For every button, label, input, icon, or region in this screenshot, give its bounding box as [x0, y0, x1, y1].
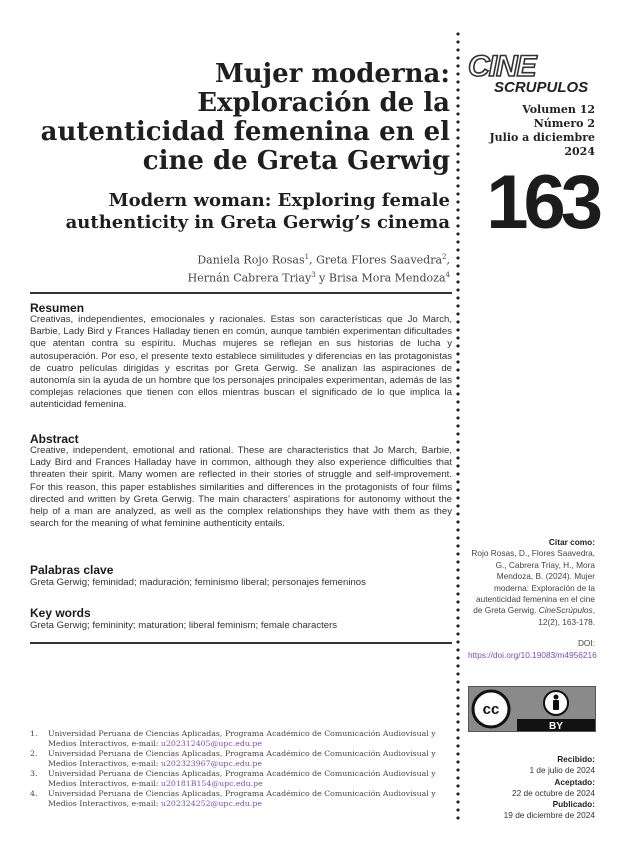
palabras-clave-heading: Palabras clave — [30, 563, 114, 577]
divider-top — [30, 292, 452, 294]
page-number: 163 — [486, 160, 598, 245]
author-affiliation-mark: 4 — [445, 270, 450, 279]
author-conjunction: y — [315, 271, 329, 285]
footnote-number: 1. — [30, 729, 38, 738]
divider-bottom — [30, 642, 452, 644]
footnote-text: Universidad Peruana de Ciencias Aplicadas, Programa Académico de Comunicación Audiovisual y Medios Interactivos, e-mail: — [48, 729, 436, 748]
author-separator: , — [446, 253, 450, 267]
author-name: Daniela Rojo Rosas — [197, 253, 305, 267]
received-label: Recibido: — [557, 754, 595, 764]
author-separator: , — [309, 253, 317, 267]
volume: Volumen 12 — [522, 103, 595, 116]
doi-label: DOI: — [577, 638, 595, 649]
title-line: Mujer moderna: — [214, 59, 450, 89]
issue-period: Julio a diciembre — [489, 131, 595, 144]
footnote-item — [30, 789, 450, 809]
citation-text — [468, 548, 595, 628]
accepted-date: 22 de octubre de 2024 — [511, 787, 595, 798]
palabras-clave-text: Greta Gerwig; feminidad; maduración; feminismo liberal; personajes femeninos — [30, 577, 366, 588]
footnote-number: 4. — [30, 789, 38, 798]
title-line: autenticidad femenina en el — [40, 117, 450, 147]
citation-journal: CineScrúpulos — [538, 605, 593, 616]
key-words-text: Greta Gerwig; femininity; maturation; liberal feminism; female characters — [30, 620, 338, 631]
dotted-divider — [456, 30, 460, 820]
abstract-heading: Abstract — [30, 432, 79, 446]
author-affiliation-mark: 1 — [304, 253, 310, 261]
issue-number: Número 2 — [533, 117, 595, 130]
doi-link[interactable]: https://doi.org/10.19083/m4956216 — [468, 649, 597, 660]
cc-label: cc — [482, 701, 500, 718]
journal-logo-cine: CINE — [468, 50, 536, 83]
footnote-email[interactable]: u202324252@upc.edu.pe — [160, 799, 262, 808]
footnote-email[interactable]: u20181B154@upc.edu.pe — [160, 779, 263, 788]
cc-by-icon — [469, 687, 595, 731]
doi-line — [468, 638, 595, 661]
journal-logo-scrupulos: SCRUPULOS — [494, 79, 589, 96]
footnote-number: 3. — [30, 769, 38, 778]
author-name: Brisa Mora Mendoza — [328, 271, 446, 285]
citation-heading: Citar como: — [548, 537, 595, 547]
abstract-text: Creative, independent, emotional and rational. These are characteristics that Jo March, Barbie, Lady Bird and Frances Halladay have in common, although they also experience difficulties that threaten their spirit. Many women are reflected in their stories of struggle and self-improvement. For this reason, this paper establishes similarities and differences in the protagonists of four films directed and written by Greta Gerwig. The main characters’ aspirations for autonomy without the help of a man are analyzed, as well as the complex relationships they have with them as they search for the meaning of what feminine authenticity entails. — [30, 445, 452, 530]
author-name: Greta Flores Saavedra — [316, 253, 443, 267]
author-name: Hernán Cabrera Triay — [187, 271, 312, 285]
footnotes — [30, 729, 450, 809]
resumen-heading: Resumen — [30, 301, 85, 315]
received-date: 1 de julio de 2024 — [529, 765, 595, 776]
key-words-heading: Key words — [30, 606, 91, 620]
published-date: 19 de diciembre de 2024 — [503, 810, 595, 821]
footnote-number: 2. — [30, 749, 38, 758]
title-line: cine de Greta Gerwig — [142, 146, 450, 176]
author-affiliation-mark: 3 — [311, 270, 316, 279]
publication-dates — [468, 754, 595, 822]
citation-block — [468, 537, 595, 661]
accepted-label: Aceptado: — [554, 776, 595, 787]
footnote-email[interactable]: u202312405@upc.edu.pe — [160, 739, 262, 748]
by-label: BY — [549, 721, 563, 731]
footnote-item — [30, 749, 450, 769]
footnote-text: Universidad Peruana de Ciencias Aplicadas, Programa Académico de Comunicación Audiovisual y Medios Interactivos, e-mail: — [48, 749, 436, 768]
issue-info — [468, 103, 595, 159]
published-label: Publicado: — [552, 799, 595, 810]
title-line: Modern woman: Exploring female — [108, 190, 450, 211]
citation-volume-pages: , 12(2), 163-178. — [538, 605, 595, 627]
title-line: authenticity in Greta Gerwig’s cinema — [65, 212, 450, 233]
cc-license-badge[interactable] — [468, 686, 596, 732]
article-title-english — [30, 190, 450, 234]
footnote-text: Universidad Peruana de Ciencias Aplicadas, Programa Académico de Comunicación Audiovisual y Medios Interactivos, e-mail: — [48, 789, 436, 808]
authors — [30, 250, 450, 285]
footnote-email[interactable]: u202323967@upc.edu.pe — [160, 759, 262, 768]
resumen-text: Creativas, independientes, emocionales y racionales. Estas son características que Jo March, Barbie, Lady Bird y Frances Halladay tienen en común, aunque también experimentan dificultades que atentan contra su espíritu. Muchas mujeres se reflejan en sus historias de lucha y autosuperación. Por eso, el presente texto establece similitudes y diferencias en las protagonistas de cuatro películas dirigidas y escritas por Greta Gerwig. Se analizan las aspiraciones de autonomía sin la ayuda de un hombre que los personajes principales experimentan, además de las complejas relaciones que tienen con ellos mientras buscan el significado de lo que implica la autenticidad femenina. — [30, 314, 452, 411]
footnote-item — [30, 729, 450, 749]
footnote-item — [30, 769, 450, 789]
author-affiliation-mark: 2 — [442, 253, 447, 261]
article-title-spanish — [30, 60, 450, 176]
issue-year: 2024 — [564, 145, 595, 158]
citation-reference: Rojo Rosas, D., Flores Saavedra, G., Cabrera Triay, H., Mora Mendoza, B. (2024). Mujer moderna: Exploración de la autenticidad femenina en el cine de Greta Gerwig. — [471, 548, 595, 616]
footnote-text: Universidad Peruana de Ciencias Aplicadas, Programa Académico de Comunicación Audiovisual y Medios Interactivos, e-mail: — [48, 769, 436, 788]
title-line: Exploración de la — [197, 88, 450, 118]
